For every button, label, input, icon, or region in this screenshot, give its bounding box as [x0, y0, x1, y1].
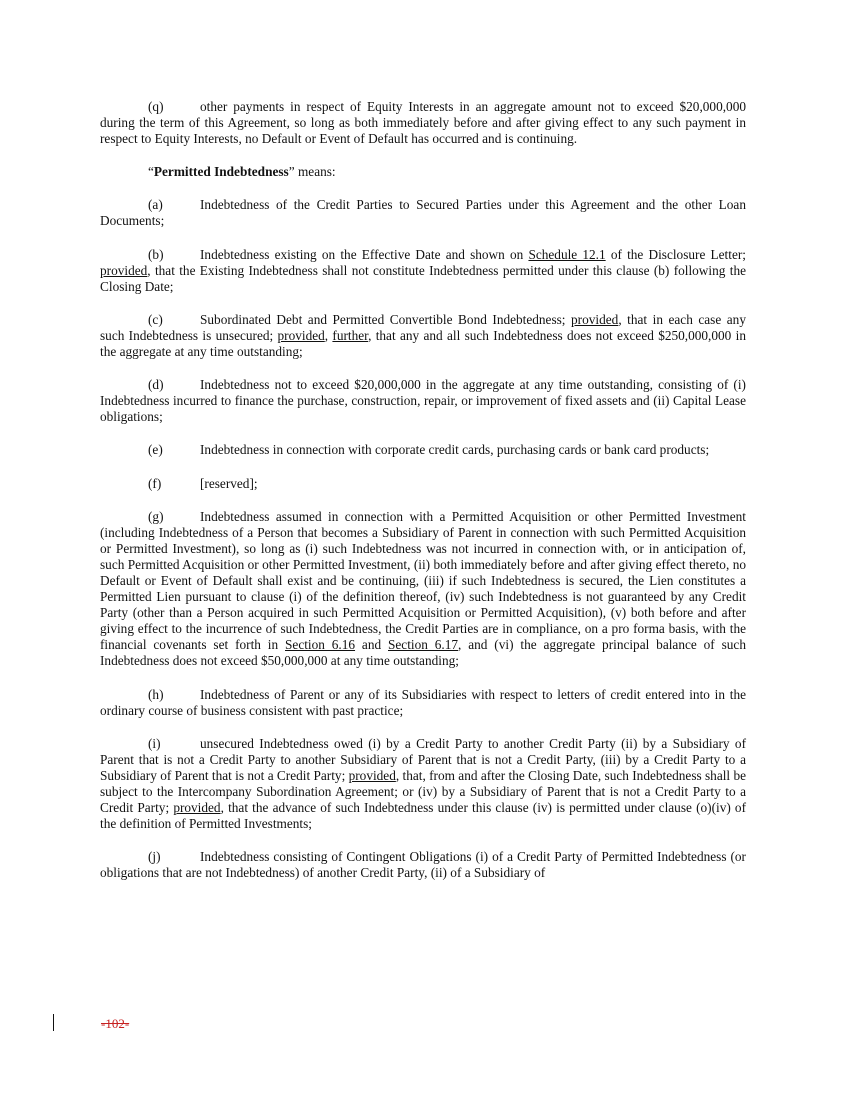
definition-intro: ” means:	[288, 164, 336, 180]
clause-text: , and (vi) the aggregate principal balance of such Indebtedness does not exceed $50,000,000 at any time outstanding;	[100, 637, 746, 669]
clause-text: , that the Existing Indebtedness shall not constitute Indebtedness permitted under this clause (b) following the Closing Date;	[100, 262, 746, 294]
clause-item	[100, 312, 746, 360]
clause-label: (f)	[148, 475, 162, 491]
clause-label: (a)	[148, 197, 163, 213]
document-page	[100, 99, 746, 898]
open-quote: “	[148, 164, 154, 180]
clause-item	[100, 442, 746, 458]
clause-paragraph	[100, 99, 746, 147]
clause-item	[100, 476, 746, 492]
underlined-term: Section 6.16	[285, 637, 356, 653]
clause-list	[100, 197, 746, 881]
clause-item	[100, 736, 746, 833]
clause-text: , that any and all such Indebtedness does not exceed $250,000,000 in the aggregate at any time outstanding;	[100, 327, 746, 360]
clause-label: (c)	[148, 311, 163, 327]
clause-text: Subordinated Debt and Permitted Convertible Bond Indebtedness;	[200, 311, 572, 327]
clause-text: , that, from and after the Closing Date, such Indebtedness shall be subject to the Intercompany Subordination Agreement; or (iv) by a Subsidiary of Parent that is not a Credit Party to a Credit Party;	[100, 767, 746, 816]
underlined-term: provided	[100, 262, 148, 278]
clause-text: unsecured Indebtedness owed (i) by a Credit Party to another Credit Party (ii) by a Subsidiary of Parent that is not a Credit Party to another Subsidiary of Parent that is not a Credit Party, (iii) by a Credit Party to a Subsidiary of Parent that is not a Credit Party;	[100, 735, 746, 783]
clause-text: , that in each case any such Indebtedness is unsecured;	[100, 311, 746, 343]
clause-item	[100, 377, 746, 425]
clause-text: other payments in respect of Equity Interests in an aggregate amount not to exceed $20,000,000 during the term of this Agreement, so long as both immediately before and after giving effect to any such payment in respect to Equity Interests, no Default or Event of Default has occurred and is continuing.	[100, 99, 746, 147]
page-number: -102-	[101, 1016, 130, 1031]
clause-item	[100, 197, 746, 229]
change-bar	[53, 1014, 54, 1031]
defined-term: Permitted Indebtedness	[153, 164, 289, 180]
clause-item	[100, 509, 746, 670]
clause-text: , that the advance of such Indebtedness under this clause (iv) is permitted under clause (o)(iv) of the definition of Permitted Investments;	[100, 800, 746, 832]
underlined-term: Section 6.17	[388, 637, 459, 653]
clause-item	[100, 687, 746, 719]
clause-label: (d)	[148, 377, 164, 393]
clause-text: Indebtedness of the Credit Parties to Secured Parties under this Agreement and the other Loan Documents;	[100, 197, 746, 229]
clause-label: (e)	[148, 442, 163, 458]
clause-text: ,	[324, 327, 333, 343]
clause-item	[100, 849, 746, 881]
underlined-term: provided	[277, 327, 325, 343]
clause-item	[100, 247, 746, 295]
lead-paragraphs	[100, 99, 746, 147]
underlined-term: further	[332, 327, 369, 343]
clause-label: (g)	[148, 508, 164, 524]
underlined-term: provided	[348, 767, 396, 783]
clause-label: (j)	[148, 849, 161, 865]
clause-label: (h)	[148, 686, 164, 702]
definition-heading	[100, 164, 746, 180]
underlined-term: Schedule 12.1	[528, 246, 606, 262]
clause-text: Indebtedness of Parent or any of its Subsidiaries with respect to letters of credit entered into in the ordinary course of business consistent with past practice;	[100, 686, 746, 718]
underlined-term: provided	[173, 800, 221, 816]
clause-text: [reserved];	[200, 475, 258, 491]
clause-text: and	[355, 637, 388, 653]
clause-text: Indebtedness assumed in connection with a Permitted Acquisition or other Permitted Investment (including Indebtedness of a Person that becomes a Subsidiary of Parent in connection with such Permitted Acquisition or Permitted Investment), so long as (i) such Indebtedness was not incurred in connection with, or in anticipation of, such Permitted Acquisition or other Permitted Investment, (ii) both immediately before and after giving effect thereto, no Default or Event of Default shall exist and be continuing, (iii) if such Indebtedness is secured, the Lien constitutes a Permitted Lien pursuant to clause (i) of the definition thereof, (iv) such Indebtedness is not guaranteed by any Credit Party (other than a Person acquired in such Permitted Acquisition or Permitted Acquisition), (v) both before and after giving effect to the incurrence of such Indebtedness, the Credit Parties are in compliance, on a pro forma basis, with the financial covenants set forth in	[100, 508, 746, 653]
clause-label: (i)	[148, 735, 161, 751]
clause-label: (b)	[148, 246, 164, 262]
clause-label: (q)	[148, 99, 164, 114]
clause-text: of the Disclosure Letter;	[605, 246, 746, 262]
clause-text: Indebtedness not to exceed $20,000,000 in the aggregate at any time outstanding, consisting of (i) Indebtedness incurred to finance the purchase, construction, repair, or improvement of fixed assets and (ii) Capital Lease obligations;	[100, 377, 746, 425]
clause-text: Indebtedness in connection with corporate credit cards, purchasing cards or bank card products;	[200, 442, 710, 458]
clause-text: Indebtedness consisting of Contingent Obligations (i) of a Credit Party of Permitted Indebtedness (or obligations that are not Indebtedness) of another Credit Party, (ii) of a Subsidiary of	[100, 849, 746, 881]
underlined-term: provided	[571, 311, 619, 327]
clause-text: Indebtedness existing on the Effective Date and shown on	[200, 246, 529, 262]
